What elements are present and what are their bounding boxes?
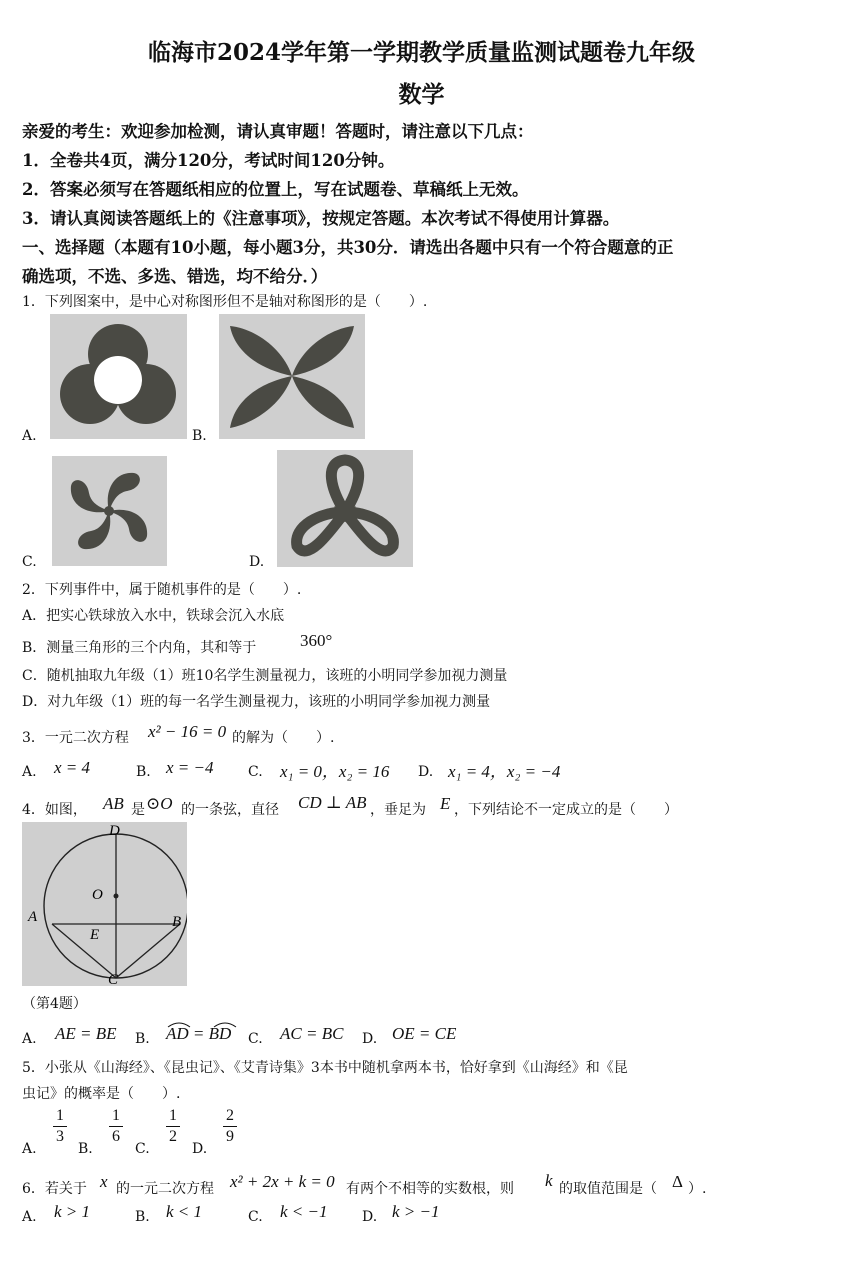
q3-option-b-math: x = −4 (166, 758, 214, 777)
q5-option-a-label: A. (22, 1141, 37, 1157)
q1-figure-b (219, 314, 365, 439)
point-b-label: B (172, 914, 182, 930)
q1-label-c: C. (22, 554, 37, 570)
q1-stem: 1．下列图案中，是中心对称图形但不是轴对称图形的是（ ）. (22, 294, 428, 310)
q6-x: x (100, 1172, 108, 1191)
point-e-label: E (90, 927, 100, 943)
section-heading-line-1: 一、选择题（本题有10小题，每小题3分，共30分．请选出各题中只有一个符合题意的正 (22, 238, 674, 257)
q6-k: k (545, 1171, 553, 1190)
q4-stem-5: ，下列结论不一定成立的是（ ） (454, 802, 678, 818)
page-title: 临海市2024学年第一学期教学质量监测试题卷九年级 (147, 39, 695, 66)
q6-option-d-label: D. (362, 1209, 378, 1225)
q4-stem-3: 的一条弦，直径 (181, 802, 279, 818)
q4-e: E (440, 794, 451, 813)
q5-option-d-label: D. (192, 1141, 208, 1157)
q3-option-b-label: B. (136, 764, 151, 780)
q6-stem-1: 6．若关于 (22, 1181, 87, 1197)
trefoil-loop-pattern (277, 450, 413, 567)
q2-stem: 2．下列事件中，属于随机事件的是（ ）. (22, 582, 302, 598)
swirl-pattern (52, 456, 167, 566)
q4-option-a-math: AE = BE (55, 1024, 117, 1043)
q4-figure (22, 822, 187, 986)
q2-option-b: B．测量三角形的三个内角，其和等于 (22, 640, 257, 656)
q3-equation: x² − 16 = 0 (148, 722, 227, 741)
q4-option-a-label: A. (22, 1031, 37, 1047)
q2-option-c: C．随机抽取九年级（1）班10名学生测量视力，该班的小明同学参加视力测量 (22, 668, 508, 684)
q3-stem-pre: 3．一元二次方程 (22, 730, 129, 746)
circle-chord-diagram (22, 822, 187, 986)
four-petal-pattern (219, 314, 365, 439)
point-a-label: A (28, 909, 38, 925)
point-c-label: C (108, 972, 119, 986)
q6-stem-5: ）. (688, 1181, 707, 1197)
q5-option-d-fraction: $\frac{2}{9}$ (223, 1106, 237, 1147)
q3-option-a-label: A. (22, 764, 37, 780)
q3-option-d-math: x₁ = 4，x₂ = −4 (448, 762, 561, 781)
subject-title: 数学 (398, 81, 445, 108)
notice-item-2: 2．答案必须写在答题纸相应的位置上，写在试题卷、草稿纸上无效。 (22, 180, 529, 199)
q5-line-2: 虫记》的概率是（ ）. (22, 1086, 181, 1102)
point-o-label: O (92, 887, 103, 903)
q3-option-c-label: C. (248, 764, 263, 780)
q2-option-a: A．把实心铁球放入水中，铁球会沉入水底 (22, 608, 285, 624)
q6-equation: x² + 2x + k = 0 (230, 1172, 335, 1191)
q4-stem-4: ，垂足为 (370, 802, 426, 818)
q1-figure-a (50, 314, 187, 439)
q6-option-d-math: k > −1 (392, 1202, 440, 1221)
q6-option-a-label: A. (22, 1209, 37, 1225)
q4-circle: ⊙O (146, 794, 173, 813)
q6-stem-3: 有两个不相等的实数根，则 (346, 1181, 514, 1197)
notice-intro: 亲爱的考生：欢迎参加检测，请认真审题！答题时，请注意以下几点： (22, 122, 534, 141)
q4-caption: （第4题） (22, 996, 87, 1012)
q6-option-b-label: B. (135, 1209, 150, 1225)
q4-arc-marks (166, 1018, 246, 1028)
q4-perp: CD ⊥ AB (298, 793, 367, 812)
q4-ab: AB (103, 794, 124, 813)
q3-option-c-math: x₁ = 0，x₂ = 16 (280, 762, 390, 781)
q4-option-b-math: AD = BD (166, 1024, 232, 1043)
q3-option-d-label: D. (418, 764, 434, 780)
q4-option-c-math: AC = BC (280, 1024, 344, 1043)
q4-option-d-math: OE = CE (392, 1024, 457, 1043)
q3-stem-post: 的解为（ ）. (232, 730, 335, 746)
q1-label-b: B. (192, 428, 207, 444)
q3-option-a-math: x = 4 (54, 758, 91, 777)
three-circles-pattern (50, 314, 187, 439)
point-d-label: D (109, 823, 120, 839)
q1-label-a: A. (22, 428, 37, 444)
q5-option-b-label: B. (78, 1141, 93, 1157)
q6-option-a-math: k > 1 (54, 1202, 91, 1221)
q4-stem-1: 4．如图， (22, 802, 87, 818)
q4-stem-2: 是 (131, 802, 145, 818)
q6-stem-4: 的取值范围是（ (559, 1181, 657, 1197)
q2-option-b-math: 360° (300, 631, 333, 650)
q4-option-c-label: C. (248, 1031, 263, 1047)
q5-line-1: 5．小张从《山海经》、《昆虫记》、《艾青诗集》3本书中随机拿两本书，恰好拿到《山海经》和《昆 (22, 1060, 628, 1076)
notice-item-1: 1．全卷共4页，满分120分，考试时间120分钟。 (22, 151, 395, 170)
section-heading-line-2: 确选项，不选、多选、错选，均不给分．） (22, 267, 328, 286)
q5-option-c-fraction: $\frac{1}{2}$ (166, 1106, 180, 1147)
q1-label-d: D. (249, 554, 265, 570)
q6-stem-2: 的一元二次方程 (116, 1181, 214, 1197)
notice-item-3: 3．请认真阅读答题纸上的《注意事项》，按规定答题。本次考试不得使用计算器。 (22, 209, 620, 228)
q1-figure-d (277, 450, 413, 567)
q2-option-d: D．对九年级（1）班的每一名学生测量视力，该班的小明同学参加视力测量 (22, 694, 491, 710)
q6-option-c-math: k < −1 (280, 1202, 328, 1221)
q1-figure-c (52, 456, 167, 566)
q4-option-b-label: B. (135, 1031, 150, 1047)
q4-option-d-label: D. (362, 1031, 378, 1047)
q5-option-a-fraction: $\frac{1}{3}$ (53, 1106, 67, 1147)
q6-option-c-label: C. (248, 1209, 263, 1225)
q6-option-b-math: k < 1 (166, 1202, 203, 1221)
q5-option-c-label: C. (135, 1141, 150, 1157)
q5-option-b-fraction: $\frac{1}{6}$ (109, 1106, 123, 1147)
q6-delta: Δ (672, 1172, 683, 1191)
